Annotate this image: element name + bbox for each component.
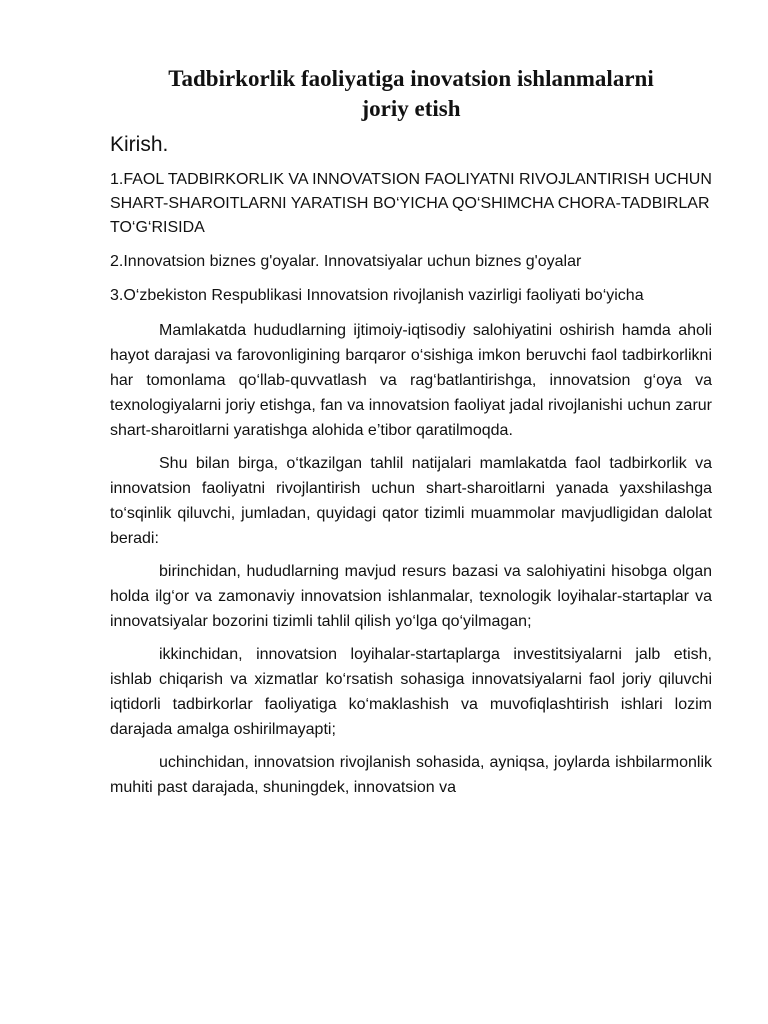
body-paragraph: uchinchidan, innovatsion rivojlanish sohasida, ayniqsa, joylarda ishbilarmonlik muhiti past darajada, shuningdek, innovatsion va [110, 754, 712, 796]
intro-heading: Kirish. [110, 133, 169, 156]
title-line-2: joriy etish [361, 96, 461, 121]
list-item: 1.FAOL TADBIRKORLIK VA INNOVATSION FAOLIYATNI RIVOJLANTIRISH UCHUN SHART-SHAROITLARNI YARATISH BO‘YICHA QO‘SHIMCHA CHORA-TADBIRLAR TO‘G‘RISIDA [110, 171, 712, 236]
body-paragraph: Mamlakatda hududlarning ijtimoiy-iqtisodiy salohiyatini oshirish hamda aholi hayot darajasi va farovonligining barqaror o‘sishiga imkon beruvchi faol tadbirkorlikni har tomonlama qo‘llab-quvvatlash va rag‘batlantirishga, innovatsion g‘oya va texnologiyalarni joriy etishga, fan va innovatsion faoliyat jadal rivojlanishi uchun zarur shart-sharoitlarni yaratishga alohida e’tibor qaratilmoqda. [110, 322, 712, 439]
body-paragraph: ikkinchidan, innovatsion loyihalar-startaplarga investitsiyalarni jalb etish, ishlab chiqarish va xizmatlar ko‘rsatish sohasiga innovatsiyalarni faol joriy qiluvchi iqtidorli tadbirkorlar faoliyatiga ko‘maklashish va muvofiqlashtirish ishlari lozim darajada amalga oshirilmayapti; [110, 646, 712, 738]
title-line-1: Tadbirkorlik faoliyatiga inovatsion ishlanmalarni [168, 66, 654, 91]
body-paragraph: Shu bilan birga, o‘tkazilgan tahlil natijalari mamlakatda faol tadbirkorlik va innovatsion faoliyatni rivojlantirish uchun shart-sharoitlarni yanada yaxshilashga to‘sqinlik qiluvchi, jumladan, quyidagi qator tizimli muammolar mavjudligidan dalolat beradi: [110, 455, 712, 547]
body-paragraph: birinchidan, hududlarning mavjud resurs bazasi va salohiyatini hisobga olgan holda ilg‘or va zamonaviy innovatsion ishlanmalar, texnologik loyihalar-startaplar va innovatsiyalar bozorini tizimli tahlil qilish yo‘lga qo‘yilmagan; [110, 563, 712, 630]
list-item: 3.O‘zbekiston Respublikasi Innovatsion rivojlanish vazirligi faoliyati bo‘yicha [110, 287, 644, 304]
list-item: 2.Innovatsion biznes g'oyalar. Innovatsiyalar uchun biznes g'oyalar [110, 253, 582, 270]
document-title [110, 64, 712, 124]
